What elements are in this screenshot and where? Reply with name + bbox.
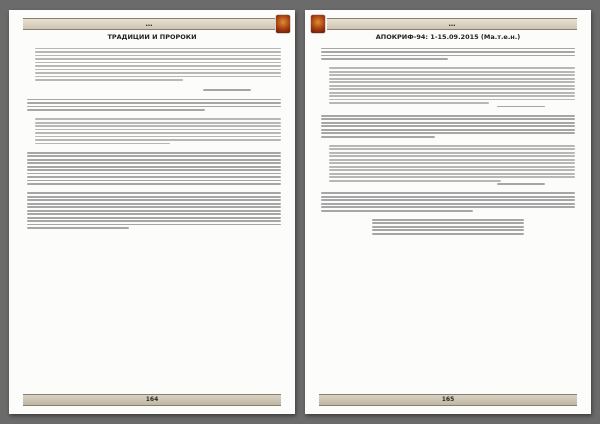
quote-block — [321, 145, 575, 182]
attribution — [321, 183, 575, 185]
church-emblem-icon — [276, 15, 290, 33]
church-emblem-icon — [311, 15, 325, 33]
left-running-header: … — [23, 18, 275, 30]
right-page-number: 165 — [319, 394, 577, 406]
attribution — [27, 83, 281, 92]
right-running-header: … — [327, 18, 577, 30]
quote-block — [27, 118, 281, 144]
quote-block — [27, 48, 281, 81]
quote-block — [321, 67, 575, 104]
right-section-title: АПОКРИФ-94: 1-15.09.2015 (Ма.т.е.н.) — [375, 33, 521, 41]
left-section-title: ТРАДИЦИИ И ПРОРОКИ — [107, 33, 197, 41]
left-body-text — [27, 46, 281, 380]
right-body-text — [321, 46, 575, 380]
right-page — [305, 10, 591, 414]
poem-block — [321, 219, 575, 235]
attribution — [321, 106, 575, 108]
left-page-number: 164 — [23, 394, 281, 406]
left-page — [9, 10, 295, 414]
